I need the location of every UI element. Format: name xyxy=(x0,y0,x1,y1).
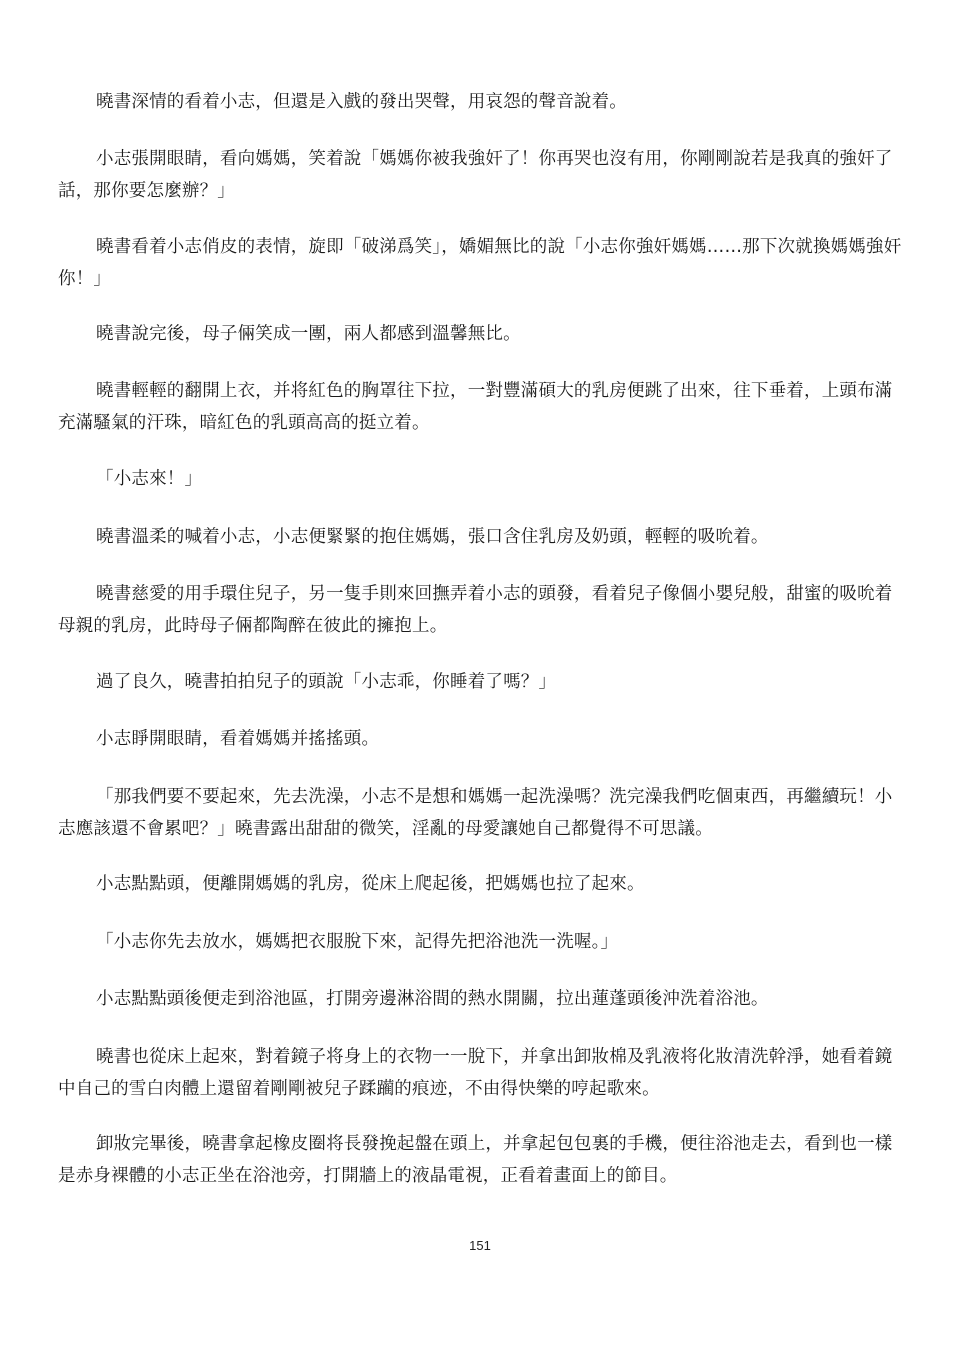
paragraph-11: 「那我們要不要起來，先去洗澡，小志不是想和媽媽一起洗澡嗎？洗完澡我們吃個東西，再繼續玩！小志應該還不會累吧？」曉書露出甜甜的微笑，淫亂的母愛讓她自己都覺得不可思議。 xyxy=(58,787,893,839)
paragraph-2: 小志張開眼睛，看向媽媽，笑着說「媽媽你被我強奸了！你再哭也沒有用，你剛剛說若是我真的強奸了話，那你要怎麼辦？」 xyxy=(58,149,893,201)
paragraph-16: 卸妝完畢後，曉書拿起橡皮圈将長發挽起盤在頭上，并拿起包包裏的手機，便往浴池走去，看到也一樣是赤身裸體的小志正坐在浴池旁，打開牆上的液晶電視，正看着畫面上的節目。 xyxy=(58,1134,893,1186)
paragraph-7: 曉書溫柔的喊着小志，小志便緊緊的抱住媽媽，張口含住乳房及奶頭，輕輕的吸吮着。 xyxy=(96,527,769,547)
page-number: 151 xyxy=(469,1238,491,1253)
paragraph-6: 「小志來！」 xyxy=(96,469,203,489)
paragraph-8: 曉書慈愛的用手環住兒子，另一隻手則來回撫弄着小志的頭發，看着兒子像個小嬰兒般，甜蜜的吸吮着母親的乳房，此時母子倆都陶醉在彼此的擁抱上。 xyxy=(58,584,893,636)
paragraph-9: 過了良久，曉書拍拍兒子的頭說「小志乖，你睡着了嗎？」 xyxy=(96,672,557,692)
paragraph-4: 曉書說完後，母子倆笑成一團，兩人都感到溫馨無比。 xyxy=(96,324,521,344)
paragraph-14: 小志點點頭後便走到浴池區，打開旁邊淋浴間的熱水開關，拉出蓮蓬頭後沖洗着浴池。 xyxy=(96,989,769,1009)
paragraph-1: 曉書深情的看着小志，但還是入戲的發出哭聲，用哀怨的聲音說着。 xyxy=(96,92,627,112)
paragraph-3: 曉書看着小志俏皮的表情，旋即「破涕爲笑」，嬌媚無比的說「小志你強奸媽媽……那下次就換媽媽強奸你！」 xyxy=(58,237,902,289)
paragraph-15: 曉書也從床上起來，對着鏡子将身上的衣物一一脫下，并拿出卸妝棉及乳液将化妝清洗幹淨，她看着鏡中自己的雪白肉體上還留着剛剛被兒子蹂躏的痕迹，不由得快樂的哼起歌來。 xyxy=(58,1047,893,1099)
paragraph-12: 小志點點頭，便離開媽媽的乳房，從床上爬起後，把媽媽也拉了起來。 xyxy=(96,874,645,894)
paragraph-13: 「小志你先去放水，媽媽把衣服脫下來，記得先把浴池洗一洗喔。」 xyxy=(96,932,619,952)
paragraph-5: 曉書輕輕的翻開上衣，并将紅色的胸罩往下拉，一對豐滿碩大的乳房便跳了出來，往下垂着，上頭布滿充滿騷氣的汗珠，暗紅色的乳頭高高的挺立着。 xyxy=(58,381,893,433)
paragraph-10: 小志睜開眼睛，看着媽媽并搖搖頭。 xyxy=(96,729,380,749)
